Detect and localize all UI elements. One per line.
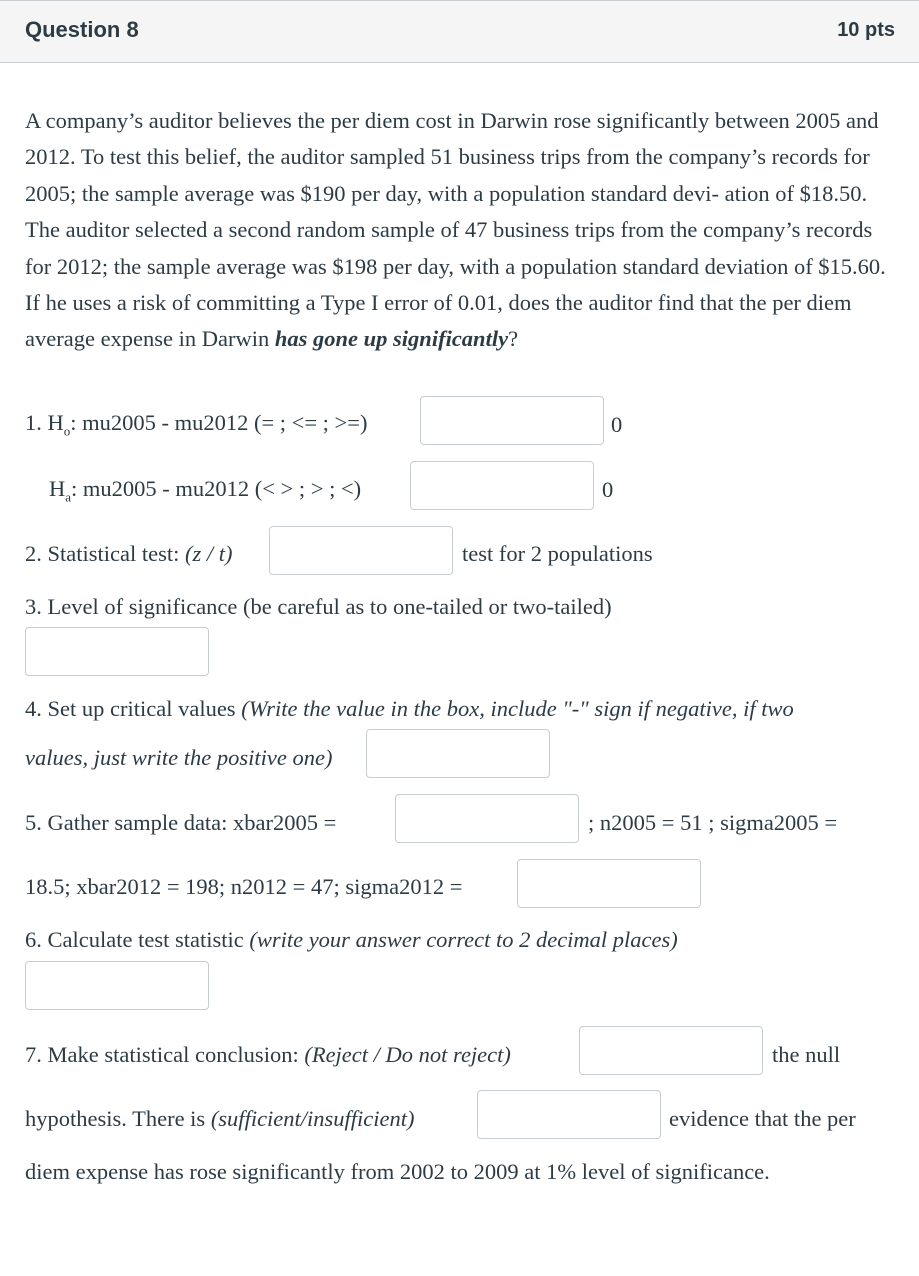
test-suffix: test for 2 populations [462, 541, 653, 566]
h0-answer-box[interactable] [420, 396, 604, 445]
evidence-label: hypothesis. There is [25, 1106, 211, 1131]
statistic-hint: (write your answer correct to 2 decimal places) [249, 927, 678, 952]
ha-suffix: 0 [602, 477, 614, 502]
ha-line [49, 476, 361, 506]
evidence-hint: (sufficient/insufficient) [210, 1106, 415, 1131]
critical-line-1 [25, 696, 794, 722]
ha-prefix: H [49, 476, 66, 501]
h0-suffix: 0 [611, 412, 623, 437]
conclusion-label: 7. Make statistical conclusion: [25, 1042, 305, 1067]
ha-answer-box[interactable] [410, 461, 594, 510]
evidence-suffix: evidence that the per [669, 1106, 856, 1131]
statistic-label: 6. Calculate test statistic [25, 927, 250, 952]
conclusion-hint: (Reject / Do not reject) [304, 1042, 511, 1067]
test-line [25, 541, 232, 567]
significance-label: 3. Level of significance (be careful as to one-tailed or two-tailed) [25, 594, 612, 619]
critical-input[interactable] [367, 730, 549, 777]
xbar2005-answer-box[interactable] [395, 794, 579, 843]
ha-subscript: a [65, 489, 72, 505]
critical-hint-line1: (Write the value in the box, include "-" sign if negative, if two [241, 696, 794, 721]
sigma2012-input[interactable] [518, 860, 700, 907]
ha-label: : mu2005 - mu2012 (< > ; > ; <) [71, 476, 362, 501]
h0-input[interactable] [421, 397, 603, 444]
question-title: Question 8 [25, 17, 139, 42]
evidence-answer-box[interactable] [477, 1090, 661, 1139]
stem-end: ? [508, 326, 519, 352]
xbar2005-input[interactable] [396, 795, 578, 842]
question-points: 10 pts [837, 19, 895, 41]
ha-input[interactable] [411, 462, 593, 509]
significance-input[interactable] [26, 628, 208, 675]
conclusion-answer-box[interactable] [579, 1026, 763, 1075]
test-label: 2. Statistical test: [25, 541, 185, 566]
statistic-line [25, 927, 678, 953]
statistic-input[interactable] [26, 962, 208, 1009]
evidence-line [25, 1106, 415, 1132]
conclusion-line [25, 1042, 511, 1068]
h0-label: : mu2005 - mu2012 (= ; <= ; >=) [70, 410, 368, 435]
gather-line2: 18.5; xbar2012 = 198; n2012 = 47; sigma2012 = [25, 874, 463, 899]
sigma2012-answer-box[interactable] [517, 859, 701, 908]
question-stem [25, 103, 897, 358]
question-header [0, 0, 919, 63]
gather-label: 5. Gather sample data: xbar2005 = [25, 810, 337, 835]
conclusion-suffix: the null [772, 1042, 841, 1067]
h0-line [25, 410, 367, 440]
test-hint: (z / t) [184, 541, 233, 566]
stem-emphasis: has gone up significantly [274, 326, 509, 352]
h0-subscript: o [63, 423, 71, 439]
conclusion-input[interactable] [580, 1027, 762, 1074]
stem-text: A company’s auditor believes the per diem cost in Darwin rose significantly between 2005 and 2012. To test this belief, the auditor sampled 51 business trips from the company’s records for 2005; the sample average was $190 per day, with a population standard devi- ation of $18.50. The auditor selected a second random sample of 47 business trips from the company’s records for 2012; the sample average was $198 per day, with a population standard deviation of $15.60. If he uses a risk of committing a Type I error of 0.01, does the auditor find that the per diem average expense in Darwin [25, 108, 886, 352]
test-answer-box[interactable] [269, 526, 453, 575]
significance-answer-box[interactable] [25, 627, 209, 676]
gather-middle: ; n2005 = 51 ; sigma2005 = [588, 810, 838, 835]
statistic-answer-box[interactable] [25, 961, 209, 1010]
critical-answer-box[interactable] [366, 729, 550, 778]
evidence-input[interactable] [478, 1091, 660, 1138]
h0-prefix: 1. H [25, 410, 64, 435]
closing-text: diem expense has rose significantly from 2002 to 2009 at 1% level of significance. [25, 1159, 770, 1184]
critical-label: 4. Set up critical values [25, 696, 242, 721]
test-input[interactable] [270, 527, 452, 574]
critical-hint-line2: values, just write the positive one) [25, 745, 333, 770]
